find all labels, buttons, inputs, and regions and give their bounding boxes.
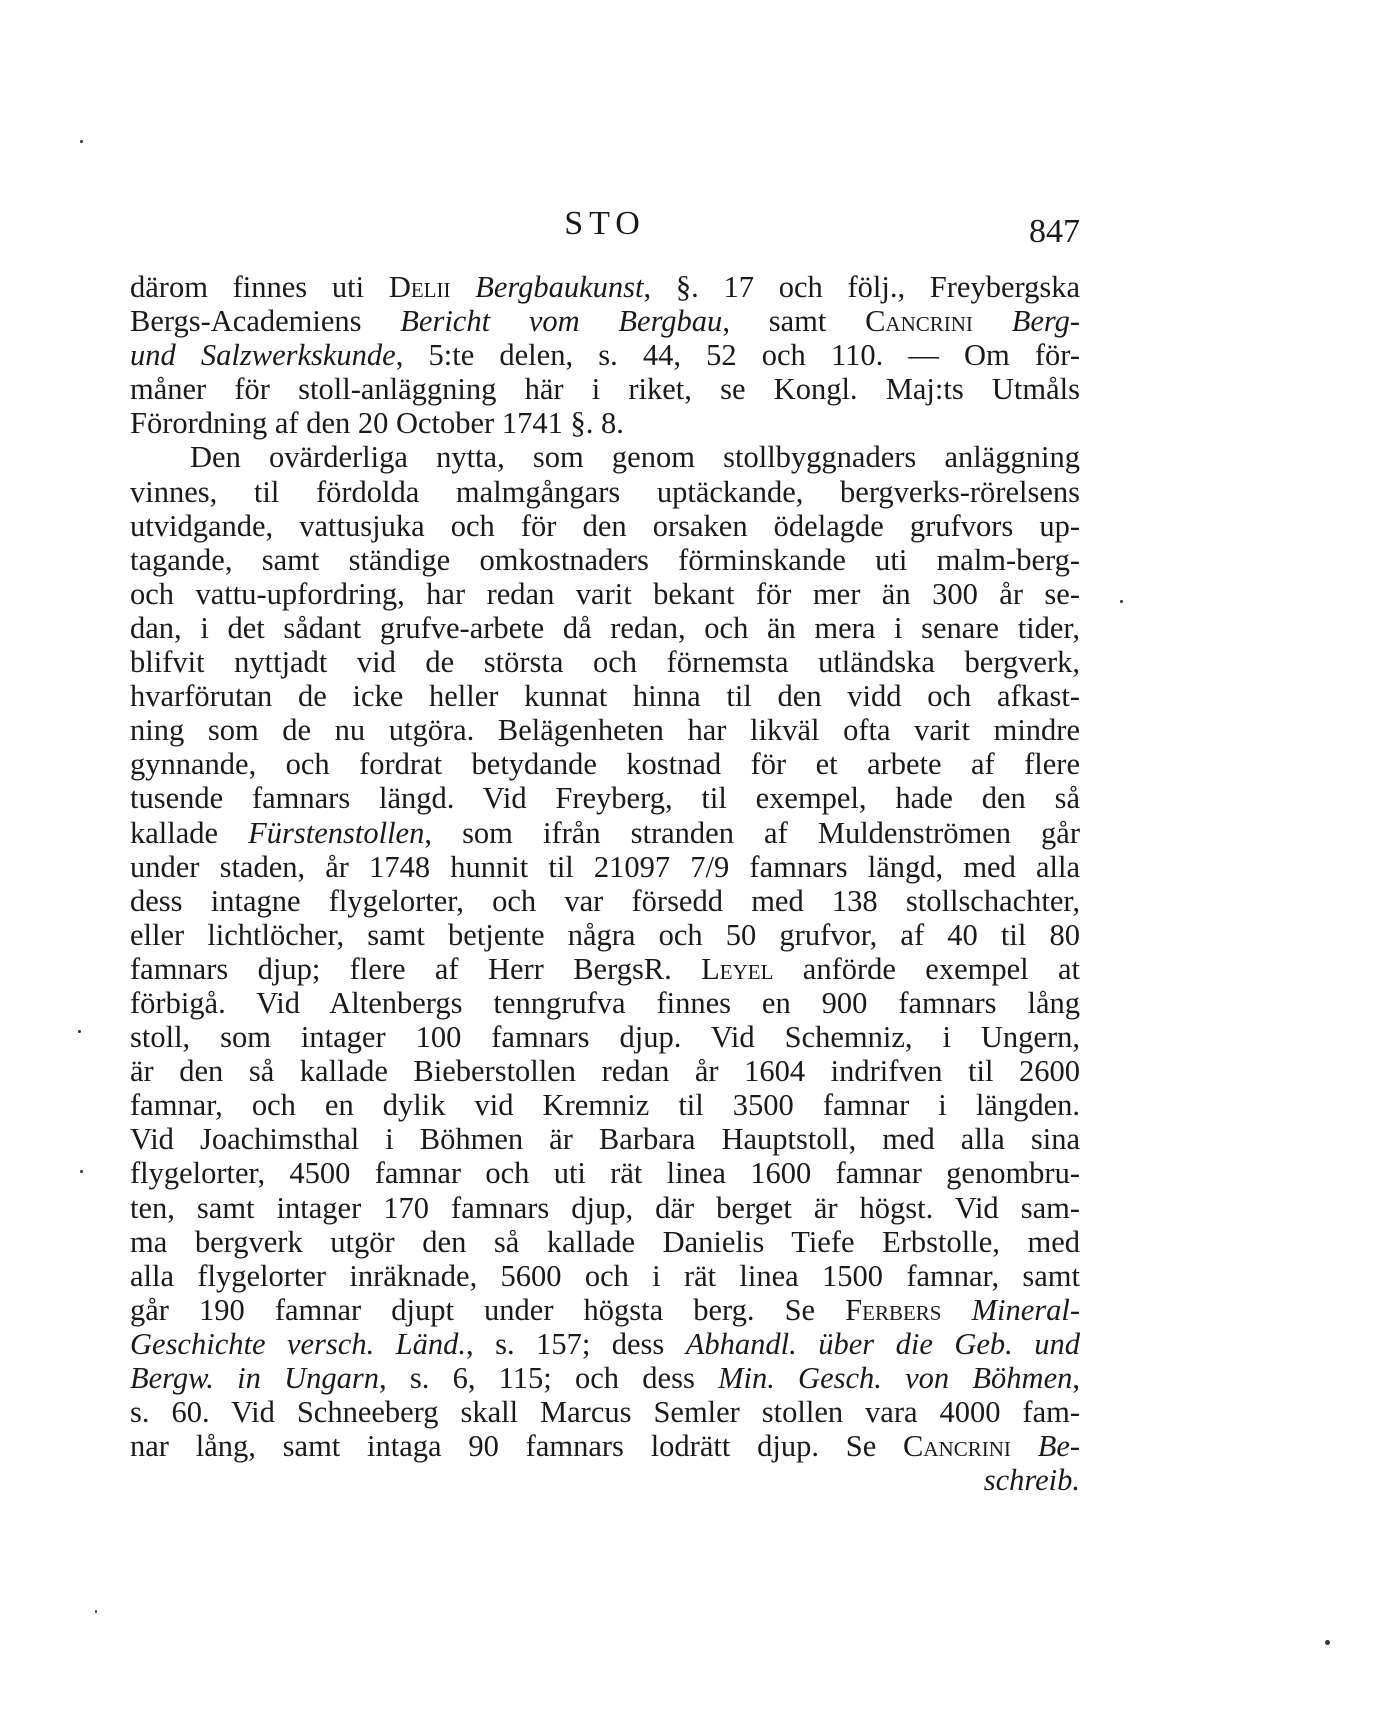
catchword: schreib. — [983, 1463, 1080, 1498]
text-line: Geschichte versch. Länd., s. 157; dess Abhandl. über die Geb. und — [130, 1326, 1080, 1361]
scan-speck — [80, 140, 83, 143]
text-line: Förordning af den 20 October 1741 §. 8. — [130, 406, 624, 441]
book-title: Bergbaukunst — [475, 270, 644, 304]
book-title: Be- — [1037, 1429, 1081, 1464]
author-name: Ferbers — [845, 1292, 942, 1327]
text-line: hvarförutan de icke heller kunnat hinna til den vidd och afkast- — [130, 679, 1080, 714]
book-title: Min. Gesch. von Böhmen — [718, 1361, 1073, 1395]
text-line: går 190 famnar djupt under högsta berg. Se Ferbers Mineral- — [130, 1292, 1080, 1327]
author-name: Delii — [388, 270, 451, 304]
book-title: und Salzwerkskunde — [130, 338, 396, 373]
tunnel-name: Fürstenstollen — [248, 815, 425, 850]
text-line: Vid Joachimsthal i Böhmen är Barbara Hauptstoll, med alla sina — [130, 1122, 1080, 1157]
text-line: ning som de nu utgöra. Belägenheten har likväl ofta varit mindre — [130, 713, 1080, 748]
text-line: s. 60. Vid Schneeberg skall Marcus Semler stollen vara 4000 fam- — [130, 1395, 1080, 1430]
text-line: ma bergverk utgör den så kallade Danielis Tiefe Erbstolle, med — [130, 1224, 1080, 1259]
text-line: därom finnes uti Delii Bergbaukunst, §. 17 och följ., Freybergska — [130, 270, 1080, 304]
text-line: och vattu-upfordring, har redan varit bekant för mer än 300 år se- — [130, 576, 1080, 611]
text-line: under staden, år 1748 hunnit til 21097 7/9 famnars längd, med alla — [130, 849, 1080, 884]
text-line: gynnande, och fordrat betydande kostnad för et arbete af flere — [130, 747, 1080, 782]
scan-speck — [1325, 1640, 1330, 1645]
running-head: STO — [564, 205, 646, 242]
author-name: Cancrini — [903, 1429, 1011, 1464]
text-line: blifvit nyttjadt vid de största och förnemsta utländska bergverk, — [130, 645, 1080, 680]
text-line: vinnes, til fördolda malmgångars uptäckande, bergverks-rörelsens — [130, 474, 1080, 509]
text-line: förbigå. Vid Altenbergs tenngrufva finnes en 900 famnars lång — [130, 985, 1080, 1020]
text-line: kallade Fürstenstollen, som ifrån stranden af Muldenströmen går — [130, 815, 1080, 850]
book-title: Geschichte versch. Länd. — [130, 1326, 466, 1361]
text-line: stoll, som intager 100 famnars djup. Vid Schemniz, i Ungern, — [130, 1020, 1080, 1055]
body-text — [130, 270, 1080, 1497]
text-line: famnar, och en dylik vid Kremniz til 3500 famnar i längden. — [130, 1088, 1080, 1123]
book-title: Mineral- — [971, 1292, 1080, 1327]
scan-speck — [80, 1170, 83, 1173]
author-name: Cancrini — [865, 304, 973, 339]
book-title: Bergw. in Ungarn — [130, 1361, 379, 1395]
text-line: dan, i det sådant grufve-arbete då redan, och än mera i senare tider, — [130, 610, 1080, 645]
text-line: måner för stoll-anläggning här i riket, se Kongl. Maj:ts Utmåls — [130, 372, 1080, 407]
scan-speck — [78, 1030, 81, 1033]
text-line: är den så kallade Bieberstollen redan år 1604 indrifven til 2600 — [130, 1054, 1080, 1089]
text-line: tagande, samt ständige omkostnaders förminskande uti malm-berg- — [130, 542, 1080, 577]
scan-speck — [95, 1610, 97, 1613]
text-line: alla flygelorter inräknade, 5600 och i rät linea 1500 famnar, samt — [130, 1258, 1080, 1293]
book-title: Abhandl. über die Geb. und — [685, 1326, 1080, 1361]
text-line: Bergs-Academiens Bericht vom Bergbau, samt Cancrini Berg- — [130, 304, 1080, 339]
text-line: tusende famnars längd. Vid Freyberg, til exempel, hade den så — [130, 781, 1080, 816]
text-line: ten, samt intager 170 famnars djup, där berget är högst. Vid sam- — [130, 1190, 1080, 1225]
page-header — [130, 205, 1080, 255]
book-title: Berg- — [1011, 304, 1080, 339]
book-title: Bericht vom Bergbau — [400, 304, 723, 339]
text-line: nar lång, samt intaga 90 famnars lodrätt djup. Se Cancrini Be- — [130, 1429, 1081, 1464]
text-line: Bergw. in Ungarn, s. 6, 115; och dess Min. Gesch. von Böhmen, — [130, 1361, 1080, 1395]
text-line: utvidgande, vattusjuka och för den orsaken ödelagde grufvors up- — [130, 508, 1080, 543]
scan-speck — [1120, 600, 1123, 603]
text-line: Den ovärderliga nytta, som genom stollbyggnaders anläggning — [190, 440, 1080, 475]
text-line: dess intagne flygelorter, och var försedd med 138 stollschachter, — [130, 883, 1080, 918]
text-line: flygelorter, 4500 famnar och uti rät linea 1600 famnar genombru- — [130, 1156, 1080, 1191]
text-line: famnars djup; flere af Herr BergsR. Leyel anförde exempel at — [130, 951, 1081, 986]
author-name: Leyel — [701, 951, 774, 986]
text-line: eller lichtlöcher, samt betjente några och 50 grufvor, af 40 til 80 — [130, 917, 1080, 952]
page-number: 847 — [1029, 213, 1080, 250]
text-line: und Salzwerkskunde, 5:te delen, s. 44, 52 och 110. — Om för- — [130, 338, 1081, 373]
